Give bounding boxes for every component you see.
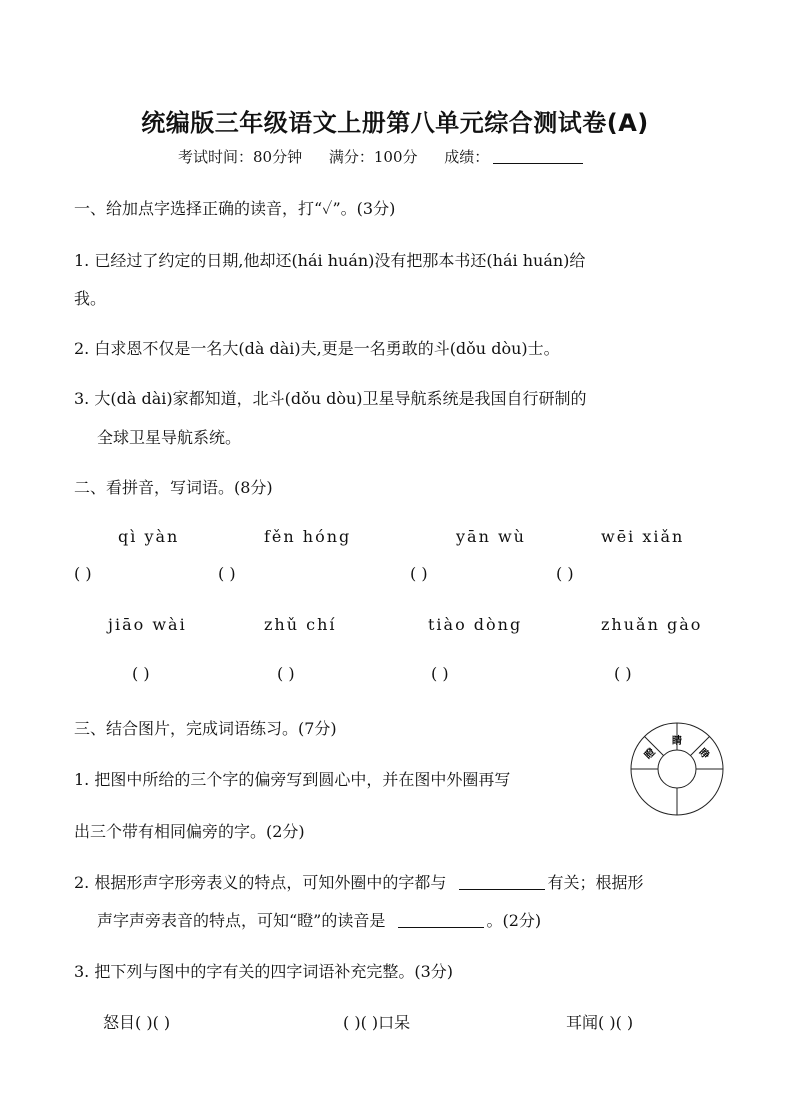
idiom-item[interactable]: 怒目( )( ) xyxy=(103,1013,171,1032)
pinyin-item: yān wù xyxy=(456,527,526,546)
section3-q2-line1 xyxy=(74,870,643,893)
section1-q1-line1: 1. 已经过了约定的日期,他却还(hái huán)没有把那本书还(hái huán)给 xyxy=(74,251,586,270)
grade-label: 成绩： xyxy=(444,148,490,166)
idiom-item[interactable]: ( )( )口呆 xyxy=(343,1013,411,1032)
grade-blank[interactable] xyxy=(493,149,583,164)
section3-q2-line2 xyxy=(97,908,541,931)
q2-text-a: 2. 根据形声字形旁表义的特点，可知外圈中的字都与 xyxy=(74,873,447,892)
wheel-char: 睁 xyxy=(696,746,712,762)
section3-q1-line1: 1. 把图中所给的三个字的偏旁写到圆心中，并在图中外圈再写 xyxy=(74,770,511,789)
radical-wheel-diagram xyxy=(630,722,724,816)
pinyin-item: zhǔ chí xyxy=(264,615,337,634)
pinyin-item: wēi xiǎn xyxy=(601,527,685,546)
answer-paren[interactable]: ( ) xyxy=(431,664,449,683)
answer-blank[interactable] xyxy=(398,913,484,928)
pinyin-item: zhuǎn gào xyxy=(601,615,703,634)
section3-q3: 3. 把下列与图中的字有关的四字词语补充完整。(3分) xyxy=(74,962,454,981)
wheel-char: 瞪 xyxy=(642,746,658,762)
page-title: 统编版三年级语文上册第八单元综合测试卷(A) xyxy=(141,109,649,137)
q2-text-c: 声字声旁表音的特点，可知“瞪”的读音是 xyxy=(97,911,386,930)
section1-q2: 2. 白求恩不仅是一名大(dà dài)夫,更是一名勇敢的斗(dǒu dòu)士。 xyxy=(74,339,560,358)
section1-q3-line1: 3. 大(dà dài)家都知道，北斗(dǒu dòu)卫星导航系统是我国自行研制的 xyxy=(74,389,587,408)
idiom-item[interactable]: 耳闻( )( ) xyxy=(566,1013,634,1032)
section2-heading: 二、看拼音，写词语。(8分) xyxy=(74,478,273,497)
wheel-char: 睛 xyxy=(672,736,682,747)
pinyin-item: fěn hóng xyxy=(264,527,352,546)
section3-heading: 三、结合图片，完成词语练习。(7分) xyxy=(74,719,337,738)
answer-paren[interactable]: ( ) xyxy=(410,564,428,583)
full-score: 满分：100分 xyxy=(328,148,418,166)
q2-text-b: 有关；根据形 xyxy=(547,873,644,892)
q2-text-d: 。(2分) xyxy=(486,911,542,930)
exam-time: 考试时间：80分钟 xyxy=(178,148,303,166)
section1-q3-line2: 全球卫星导航系统。 xyxy=(97,428,242,447)
answer-paren[interactable]: ( ) xyxy=(132,664,150,683)
answer-paren[interactable]: ( ) xyxy=(614,664,632,683)
exam-info xyxy=(178,146,605,167)
answer-paren[interactable]: ( ) xyxy=(556,564,574,583)
section1-q1-line2: 我。 xyxy=(74,289,107,308)
answer-blank[interactable] xyxy=(459,875,545,890)
pinyin-item: jiāo wài xyxy=(108,615,187,634)
answer-paren[interactable]: ( ) xyxy=(218,564,236,583)
section3-q1-line2: 出三个带有相同偏旁的字。(2分) xyxy=(74,822,305,841)
answer-paren[interactable]: ( ) xyxy=(74,564,92,583)
pinyin-item: tiào dòng xyxy=(428,615,523,634)
section1-heading: 一、给加点字选择正确的读音，打“✓”。(3分) xyxy=(74,199,396,218)
answer-paren[interactable]: ( ) xyxy=(277,664,295,683)
wheel-center[interactable] xyxy=(658,750,696,788)
pinyin-item: qì yàn xyxy=(118,527,180,546)
